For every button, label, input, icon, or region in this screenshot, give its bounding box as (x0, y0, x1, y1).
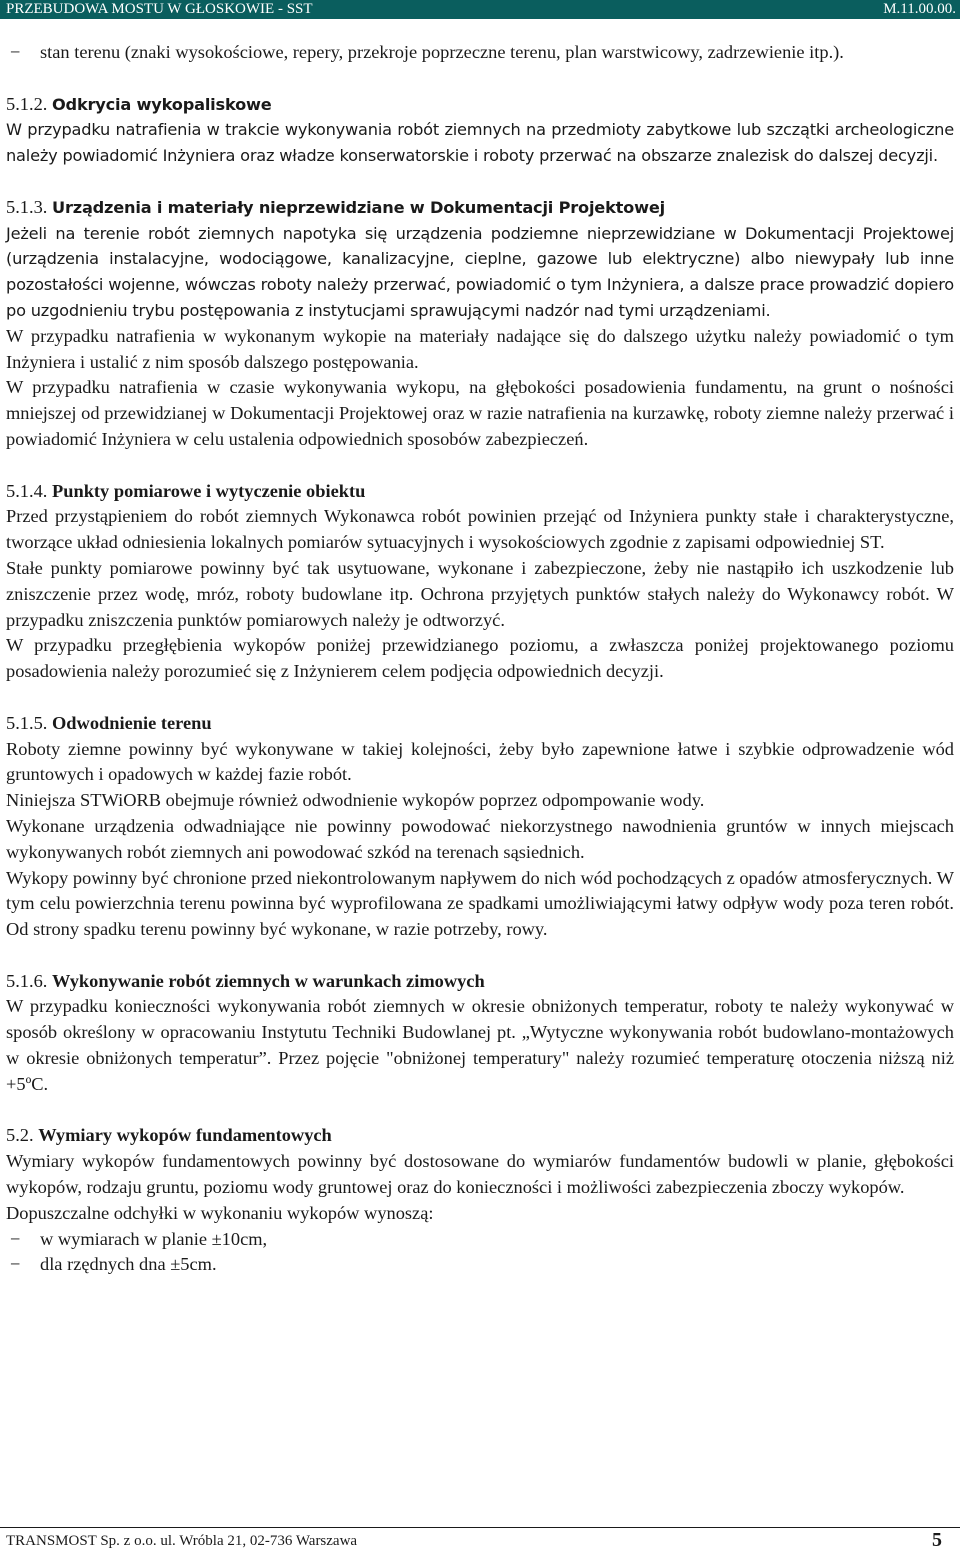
paragraph: Niniejsza STWiORB obejmuje również odwodnienie wykopów poprzez odpompowanie wody. (6, 790, 705, 811)
list-item-text: dla rzędnych dna ±5cm. (40, 1254, 217, 1275)
intro-list-item (6, 40, 954, 66)
paragraph: Stałe punkty pomiarowe powinny być tak usytuowane, wykonane i zabezpieczone, żeby nie nastąpiło ich uszkodzenie lub zniszczenie przez wodę, mróz, roboty budowlane itp. Ochrona przyjętych punktów stałych należy do Wykonawcy robót. W przypadku zniszczenia punktów pomiarowych należy je odtworzyć. (6, 557, 954, 630)
section-title: Urządzenia i materiały nieprzewidziane w Dokumentacji Projektowej (52, 197, 665, 217)
section-heading (6, 479, 954, 505)
section-title: Punkty pomiarowe i wytyczenie obiektu (52, 480, 366, 501)
section-number: 5.1.6. (6, 970, 48, 991)
section-title: Wykonywanie robót ziemnych w warunkach zimowych (52, 970, 485, 991)
intro-list-text: stan terenu (znaki wysokościowe, repery, przekroje poprzeczne terenu, plan warstwicowy, zadrzewienie itp.). (40, 42, 844, 62)
section-number: 5.1.4. (6, 480, 48, 501)
paragraph: W przypadku natrafienia w trakcie wykonywania robót ziemnych na przedmioty zabytkowe lub szczątki archeologiczne należy powiadomić Inżyniera oraz władze konserwatorskie i roboty przerwać na obszarze znalezisk do dalszej decyzji. (6, 120, 954, 166)
paragraph: Przed przystąpieniem do robót ziemnych Wykonawca robót powinien przejąć od Inżyniera punkty stałe i charakterystyczne, tworzące układ odniesienia lokalnych pomiarów sytuacyjnych i wysokościowych zgodnie z zapisami odpowiedniej ST. (6, 506, 954, 553)
section-heading (6, 195, 954, 221)
section-number: 5.1.5. (6, 712, 48, 733)
section-heading (6, 92, 954, 118)
section-heading (6, 711, 954, 737)
paragraph: Roboty ziemne powinny być wykonywane w takiej kolejności, żeby było zapewnione łatwe i szybkie odprowadzenie wód gruntowych i opadowych w każdej fazie robót. (6, 738, 954, 785)
paragraph: Wykonane urządzenia odwadniające nie powinny powodować niekorzystnego nawodnienia gruntów w innych miejscach wykonywanych robót ziemnych ani powodować szkód na terenach sąsiednich. (6, 815, 954, 862)
section-title: Odwodnienie terenu (52, 712, 212, 733)
header-code: M.11.00.00. (883, 1, 956, 17)
paragraph: W przypadku konieczności wykonywania robót ziemnych w okresie obniżonych temperatur, roboty te należy wykonywać w sposób określony w opracowaniu Instytutu Techniki Budowlanej pt. „Wytyczne wykonywania robót budowlano-montażowych w okresie obniżonych temperatur”. Przez pojęcie "obniżonej temperatury" należy rozumieć temperaturę otoczenia niższą niż +5ºC. (6, 996, 954, 1094)
section-heading (6, 1123, 954, 1149)
page-header (0, 0, 960, 19)
section-5-2 (6, 1123, 954, 1278)
section-5-1-4 (6, 479, 954, 685)
paragraph: W przypadku natrafienia w wykonanym wykopie na materiały nadające się do dalszego użytku należy powiadomić o tym Inżyniera i ustalić z nim sposób dalszego postępowania. (6, 325, 954, 372)
dash-bullet: − (10, 42, 21, 62)
paragraph: W przypadku natrafienia w czasie wykonywania wykopu, na głębokości posadowienia fundamentu, na grunt o nośności mniejszej od przewidzianej w Dokumentacji Projektowej oraz w razie natrafienia na kurzawkę, roboty ziemne należy przerwać i powiadomić Inżyniera w celu ustalenia odpowiednich sposobów zabezpieczeń. (6, 377, 954, 449)
list-item (6, 1227, 954, 1253)
section-5-1-3 (6, 195, 954, 453)
section-number: 5.1.2. (6, 93, 48, 114)
paragraph: Wymiary wykopów fundamentowych powinny być dostosowane do wymiarów fundamentów budowli w planie, głębokości wykopów, rodzaju gruntu, poziomu wody gruntowej oraz do konieczności i możliwości zabezpieczenia zboczy wykopów. (6, 1151, 954, 1198)
page-number: 5 (932, 1529, 942, 1551)
section-heading (6, 969, 954, 995)
section-title: Wymiary wykopów fundamentowych (38, 1125, 332, 1146)
page-footer (0, 1527, 960, 1557)
section-5-1-2 (6, 92, 954, 169)
list-item (6, 1252, 954, 1278)
section-5-1-6 (6, 969, 954, 1098)
footer-company: TRANSMOST Sp. z o.o. ul. Wróbla 21, 02-736 Warszawa (6, 1533, 358, 1549)
dash-bullet: − (10, 1228, 21, 1249)
header-title: PRZEBUDOWA MOSTU W GŁOSKOWIE - SST (6, 1, 313, 17)
section-title: Odkrycia wykopaliskowe (52, 94, 272, 114)
section-number: 5.2. (6, 1125, 34, 1146)
paragraph: Wykopy powinny być chronione przed niekontrolowanym napływem do nich wód pochodzących z opadów atmosferycznych. W tym celu powierzchnia terenu powinna być wyprofilowana ze spadkami umożliwiającymi łatwy odpływ wody poza teren robót. Od strony spadku terenu powinny być wykonane, w razie potrzeby, rowy. (6, 867, 954, 940)
list-item-text: w wymiarach w planie ±10cm, (40, 1228, 268, 1249)
paragraph: Jeżeli na terenie robót ziemnych napotyka się urządzenia podziemne nieprzewidziane w Dokumentacji Projektowej (urządzenia instalacyjne, wodociągowe, kanalizacyjne, cieplne, gazowe lub elektryczne) albo niewypały lub inne pozostałości wojenne, wówczas roboty należy przerwać, powiadomić o tym Inżyniera, a dalsze prace prowadzić dopiero po uzgodnieniu trybu postępowania z instytucjami sprawującymi nadzór nad tymi urządzeniami. (6, 223, 954, 320)
document-body (6, 40, 954, 1278)
paragraph: Dopuszczalne odchyłki w wykonaniu wykopów wynoszą: (6, 1202, 434, 1223)
section-5-1-5 (6, 711, 954, 943)
paragraph: W przypadku przegłębienia wykopów poniżej przewidzianego poziomu, a zwłaszcza poniżej projektowanego poziomu posadowienia należy porozumieć się z Inżynierem celem podjęcia odpowiednich decyzji. (6, 635, 954, 682)
dash-bullet: − (10, 1254, 21, 1275)
section-number: 5.1.3. (6, 196, 48, 217)
